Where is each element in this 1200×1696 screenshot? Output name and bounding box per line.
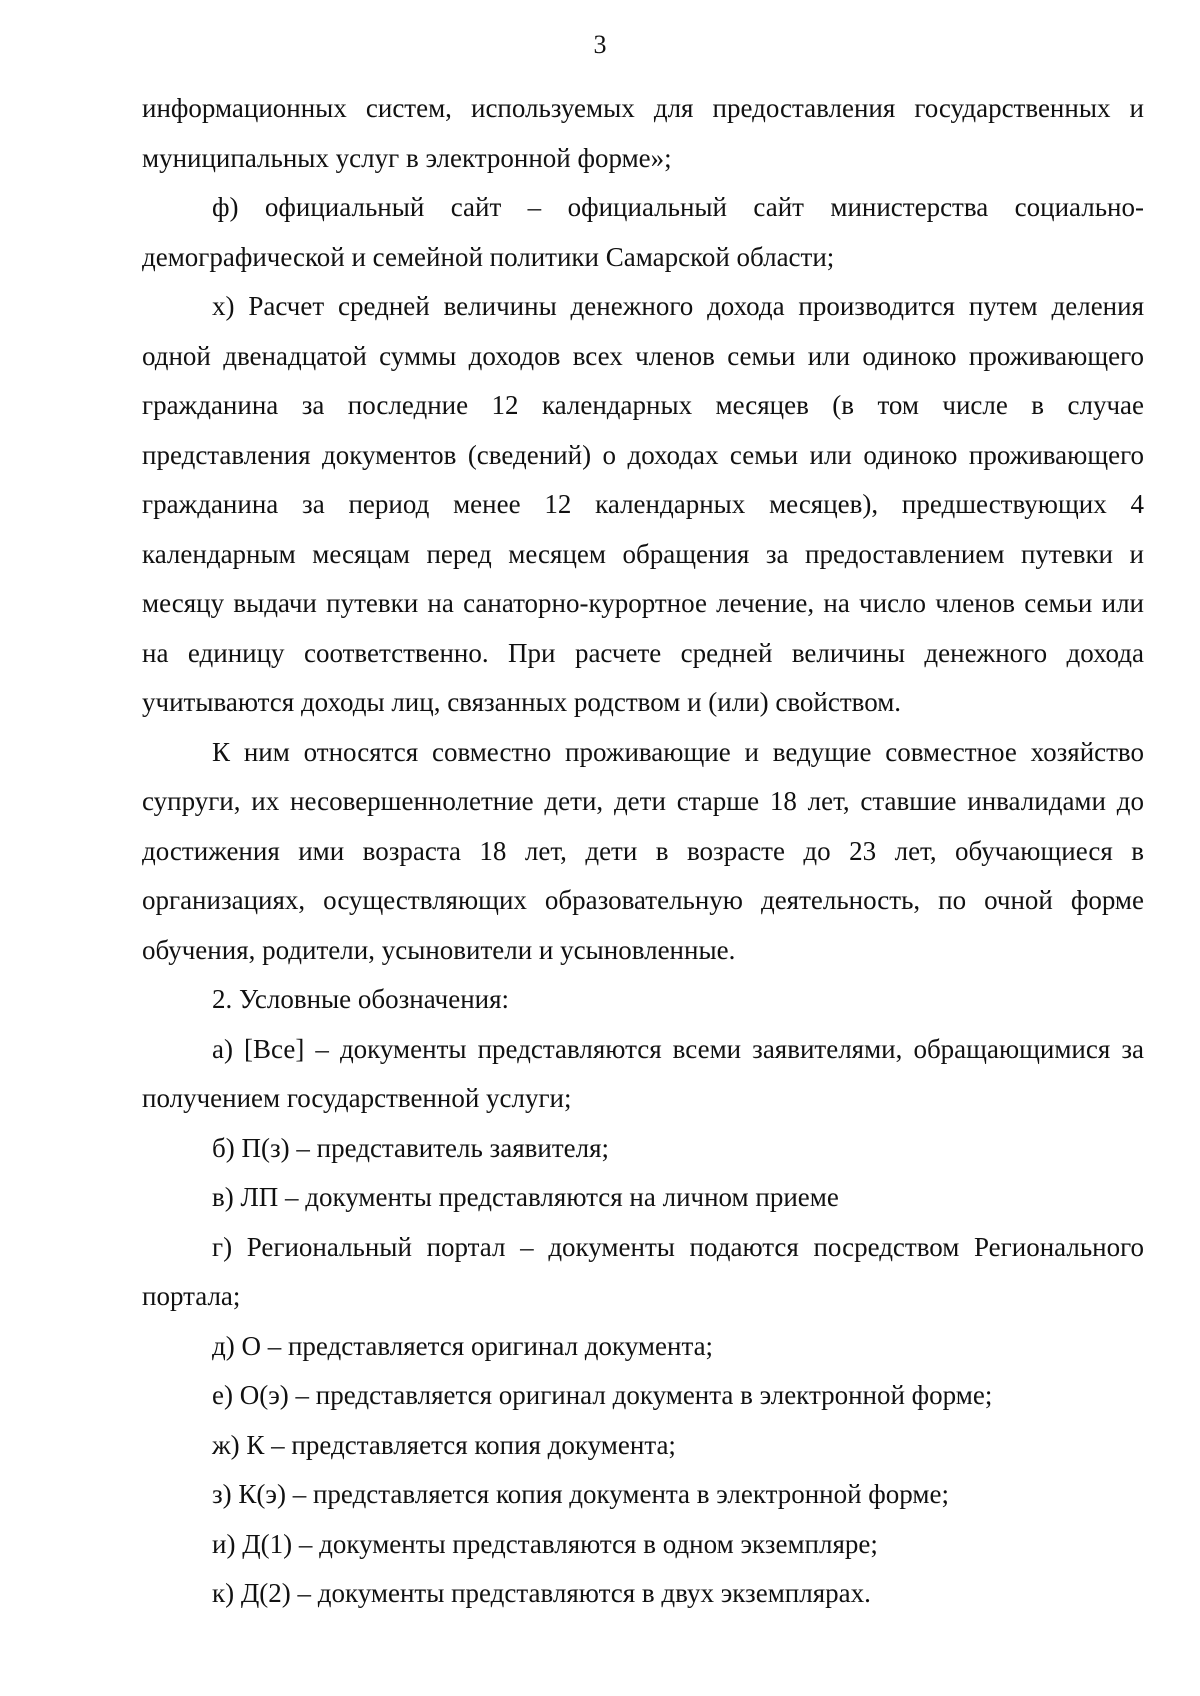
legend-item-copy: ж) К – представляется копия документа; (212, 1429, 676, 1460)
paragraph-income-calculation: х) Расчет средней величины денежного дохода производится путем деления одной двенадцатой суммы доходов всех членов семьи или одиноко проживающего гражданина за последние 12 календарных месяцев (в том числе в случае представления документов (сведений) о доходах семьи или одиноко проживающего гражданина за период менее 12 календарных месяцев), предшествующих 4 календарным месяцам перед месяцем обращения за предоставлением путевки и месяцу выдачи путевки на санаторно-курортное лечение, на число членов семьи или на единицу соответственно. При расчете средней величины денежного дохода учитываются доходы лиц, связанных родством и (или) свойством. (142, 291, 1144, 717)
page-number: 3 (593, 30, 607, 59)
legend-item-two-copies: к) Д(2) – документы представляются в двух экземплярах. (212, 1578, 871, 1608)
legend-item-copy-electronic: з) К(э) – представляется копия документа в электронной форме; (212, 1479, 949, 1509)
legend-item-personal-visit: в) ЛП – документы представляются на личном приеме (212, 1182, 839, 1212)
paragraph-continuation: информационных систем, используемых для предоставления государственных и муниципальных услуг в электронной форме»; (142, 93, 1144, 173)
document-body (142, 84, 1144, 1619)
legend-item-all: а) [Все] – документы представляются всеми заявителями, обращающимися за получением государственной услуги; (142, 1033, 1144, 1113)
paragraph-legend-heading: 2. Условные обозначения: (212, 984, 510, 1014)
legend-item-representative: б) П(з) – представитель заявителя; (212, 1132, 609, 1163)
legend-item-original-electronic: е) О(э) – представляется оригинал документа в электронной форме; (212, 1380, 993, 1410)
legend-item-one-copy: и) Д(1) – документы представляются в одном экземпляре; (212, 1528, 878, 1559)
legend-item-regional-portal: г) Региональный портал – документы подаются посредством Регионального портала; (142, 1231, 1144, 1311)
paragraph-official-site: ф) официальный сайт – официальный сайт министерства социально-демографической и семейной политики Самарской области; (142, 192, 1144, 272)
paragraph-family-members: К ним относятся совместно проживающие и ведущие совместное хозяйство супруги, их несовершеннолетние дети, дети старше 18 лет, ставшие инвалидами до достижения ими возраста 18 лет, дети в возрасте до 23 лет, обучающиеся в организациях, осуществляющих образовательную деятельность, по очной форме обучения, родители, усыновители и усыновленные. (142, 736, 1144, 965)
legend-item-original: д) О – представляется оригинал документа; (212, 1330, 714, 1361)
